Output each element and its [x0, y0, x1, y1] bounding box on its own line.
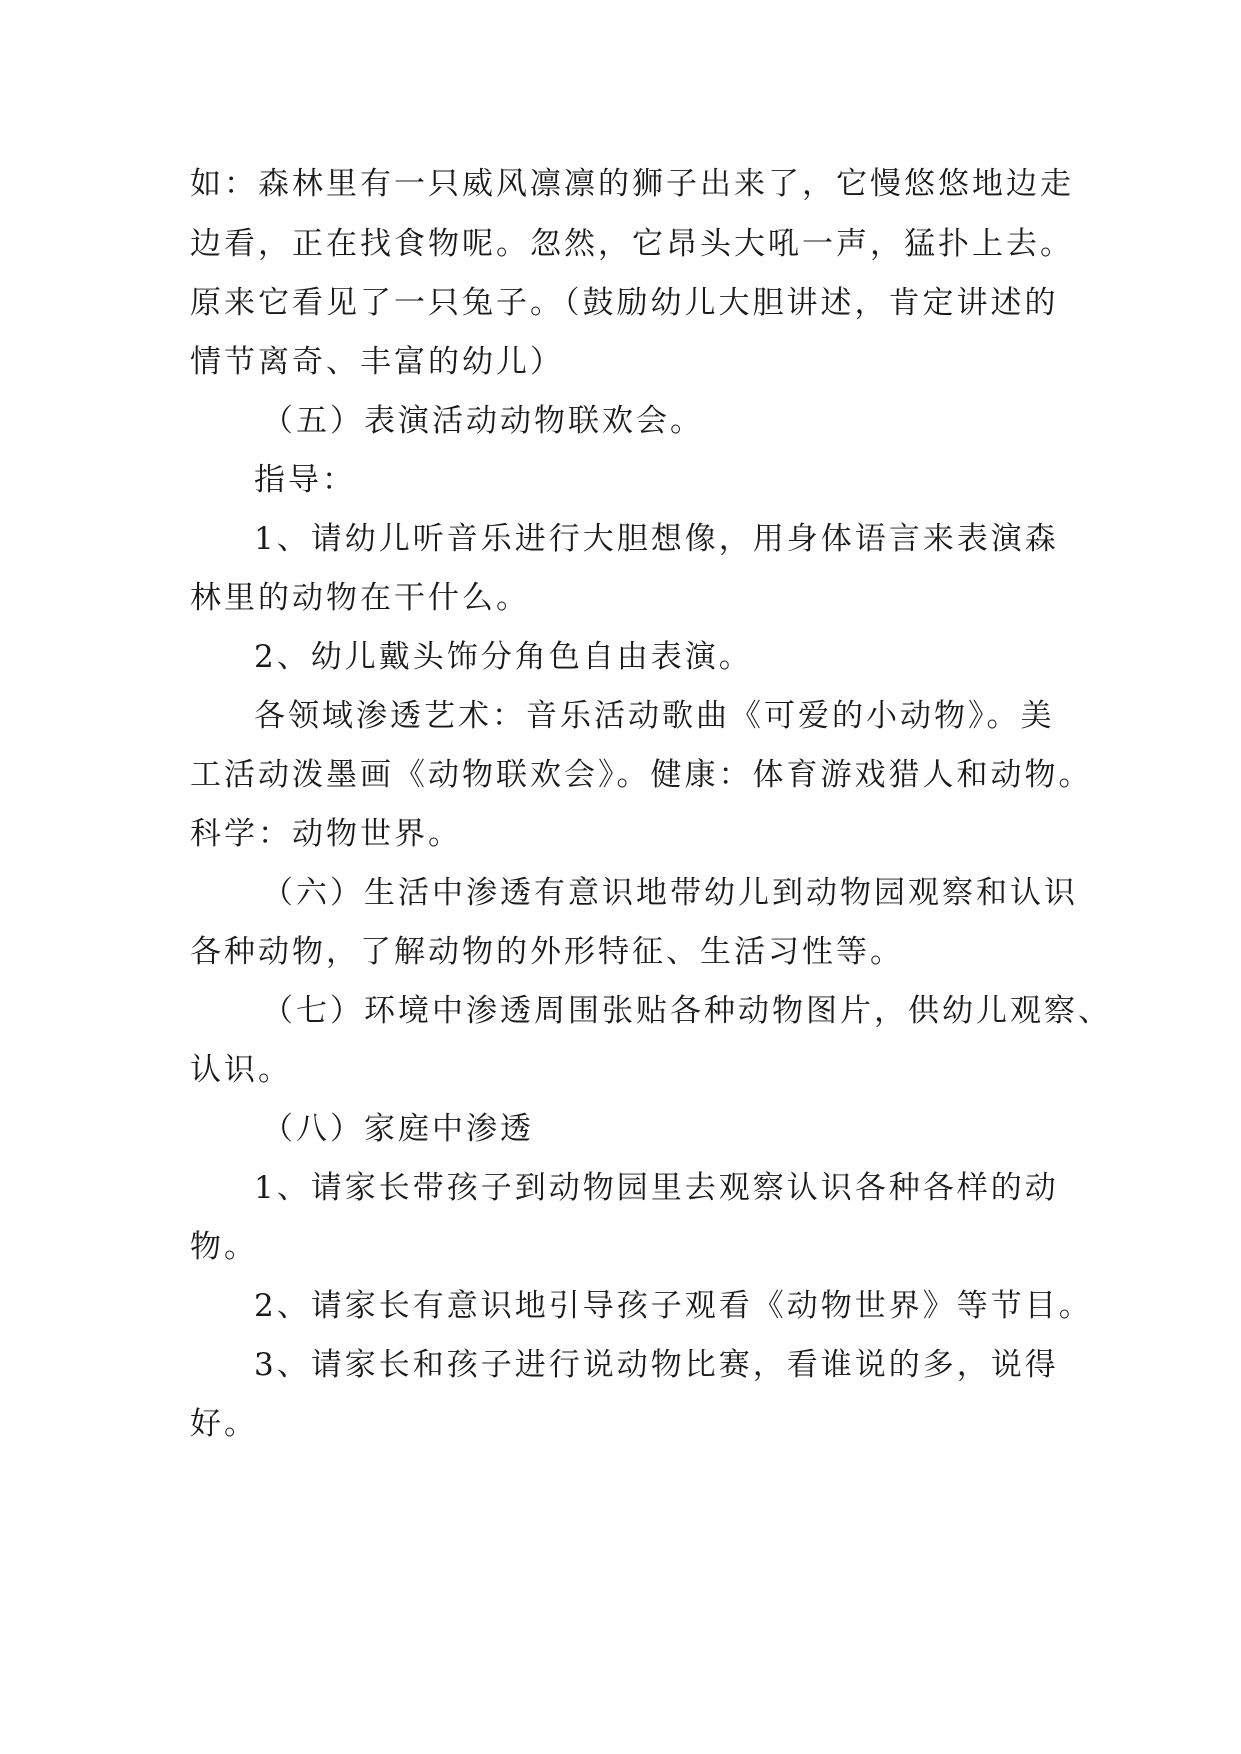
section-heading-7: （七）环境中渗透周围张贴各种动物图片，供幼儿观察、 — [262, 993, 1112, 1029]
paragraph-line: 好。 — [190, 1406, 258, 1442]
paragraph-line: 各领域渗透艺术：音乐活动歌曲《可爱的小动物》。美 — [254, 698, 1055, 734]
paragraph-line: 边看，正在找食物呢。忽然，它昂头大吼一声，猛扑上去。 — [190, 226, 1074, 262]
list-item-1: 1、请家长带孩子到动物园里去观察认识各种各样的动 — [254, 1170, 1059, 1206]
paragraph-line: 如：森林里有一只威风凛凛的狮子出来了，它慢悠悠地边走 — [190, 166, 1074, 202]
paragraph-line: 工活动泼墨画《动物联欢会》。健康：体育游戏猎人和动物。 — [190, 757, 1093, 793]
list-item-1: 1、请幼儿听音乐进行大胆想像，用身体语言来表演森 — [254, 521, 1059, 557]
paragraph-line: 情节离奇、丰富的幼儿） — [190, 344, 564, 380]
paragraph-line: 认识。 — [190, 1052, 292, 1088]
paragraph-line: 科学：动物世界。 — [190, 816, 462, 852]
paragraph-line: 原来它看见了一只兔子。（鼓励幼儿大胆讲述，肯定讲述的 — [190, 285, 1059, 321]
paragraph-line: 物。 — [190, 1229, 258, 1265]
list-item-2: 2、请家长有意识地引导孩子观看《动物世界》等节目。 — [254, 1288, 1093, 1324]
section-heading-8: （八）家庭中渗透 — [262, 1111, 534, 1147]
list-item-2: 2、幼儿戴头饰分角色自由表演。 — [254, 639, 753, 675]
paragraph-line: 各种动物，了解动物的外形特征、生活习性等。 — [190, 934, 904, 970]
section-heading-5: （五）表演活动动物联欢会。 — [262, 403, 704, 439]
paragraph-line: 林里的动物在干什么。 — [190, 580, 530, 616]
section-heading-6: （六）生活中渗透有意识地带幼儿到动物园观察和认识 — [262, 875, 1078, 911]
list-item-3: 3、请家长和孩子进行说动物比赛，看谁说的多，说得 — [254, 1347, 1059, 1383]
guidance-label: 指导： — [254, 462, 356, 498]
